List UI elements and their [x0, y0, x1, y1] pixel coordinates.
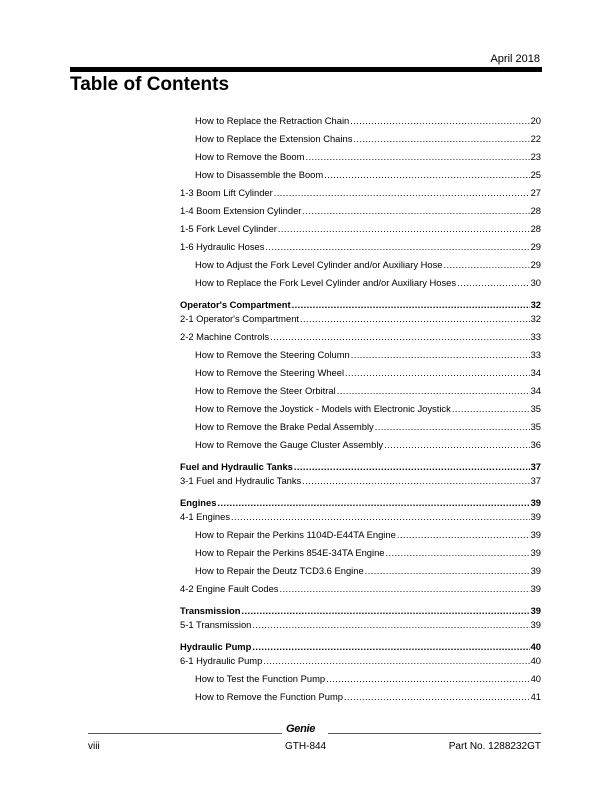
dot-leader	[263, 652, 529, 670]
toc-entry[interactable]	[180, 112, 541, 130]
dot-leader	[350, 112, 529, 130]
model-number: GTH-844	[285, 741, 327, 752]
toc-entry-page: 30	[530, 277, 541, 288]
toc-entry-page: 33	[530, 331, 541, 342]
dot-leader	[252, 616, 529, 634]
toc-entry-page: 29	[530, 259, 541, 270]
toc-entry[interactable]	[180, 166, 541, 184]
dot-leader	[353, 130, 529, 148]
toc-entry-label: How to Remove the Steering Column	[195, 349, 350, 360]
toc-entry-page: 40	[530, 673, 541, 684]
header-rule	[70, 67, 542, 72]
toc-entry[interactable]	[180, 544, 541, 562]
toc-entry[interactable]	[180, 616, 541, 634]
genie-logo	[286, 723, 315, 735]
dot-leader	[326, 670, 529, 688]
toc-entry-label: 1-6 Hydraulic Hoses	[180, 241, 265, 252]
toc-entry[interactable]	[180, 310, 541, 328]
footer-rule-right	[328, 733, 541, 734]
toc-entry-label: 1-3 Boom Lift Cylinder	[180, 187, 273, 198]
toc-entry-label: How to Remove the Function Pump	[195, 691, 343, 702]
toc-entry[interactable]	[180, 418, 541, 436]
footer-rule-left	[88, 733, 282, 734]
toc-entry-label: 1-4 Boom Extension Cylinder	[180, 205, 302, 216]
toc-entry-label: Transmission	[180, 605, 241, 616]
table-of-contents	[180, 112, 541, 706]
toc-entry-label: How to Test the Function Pump	[195, 673, 326, 684]
toc-entry-label: How to Remove the Gauge Cluster Assembly	[195, 439, 384, 450]
dot-leader	[344, 688, 530, 706]
dot-leader	[452, 400, 530, 418]
toc-entry-label: How to Repair the Deutz TCD3.6 Engine	[195, 565, 364, 576]
toc-entry[interactable]	[180, 670, 541, 688]
toc-entry[interactable]	[180, 328, 541, 346]
toc-entry-label: 3-1 Fuel and Hydraulic Tanks	[180, 475, 302, 486]
toc-entry-label: How to Remove the Steering Wheel	[195, 367, 345, 378]
dot-leader	[278, 220, 530, 238]
toc-entry[interactable]	[180, 346, 541, 364]
toc-entry-page: 25	[530, 169, 541, 180]
dot-leader	[280, 580, 530, 598]
toc-entry-label: Engines	[180, 497, 217, 508]
toc-entry[interactable]	[180, 652, 541, 670]
dot-leader	[444, 256, 530, 274]
document-date: April 2018	[490, 53, 540, 65]
toc-entry-label: How to Replace the Retraction Chain	[195, 115, 350, 126]
dot-leader	[345, 364, 530, 382]
toc-entry[interactable]	[180, 220, 541, 238]
page-title: Table of Contents	[70, 74, 230, 95]
toc-entry[interactable]	[180, 400, 541, 418]
dot-leader	[265, 238, 529, 256]
toc-entry-page: 34	[530, 367, 541, 378]
toc-entry-label: 4-1 Engines	[180, 511, 231, 522]
toc-entry-page: 39	[530, 565, 541, 576]
toc-entry-label: 2-2 Machine Controls	[180, 331, 270, 342]
toc-entry[interactable]	[180, 130, 541, 148]
toc-entry[interactable]	[180, 562, 541, 580]
toc-entry-label: 6-1 Hydraulic Pump	[180, 655, 263, 666]
toc-entry-page: 28	[530, 205, 541, 216]
toc-entry-page: 37	[530, 475, 541, 486]
toc-entry-page: 40	[530, 641, 541, 652]
dot-leader	[270, 328, 529, 346]
part-number: Part No. 1288232GT	[448, 741, 541, 752]
toc-entry-page: 41	[530, 691, 541, 702]
toc-entry[interactable]	[180, 436, 541, 454]
toc-entry-label: How to Repair the Perkins 1104D-E44TA Engine	[195, 529, 396, 540]
dot-leader	[337, 382, 530, 400]
toc-entry[interactable]	[180, 580, 541, 598]
toc-entry[interactable]	[180, 148, 541, 166]
toc-entry-label: How to Replace the Fork Level Cylinder and/or Auxiliary Hoses	[195, 277, 457, 288]
dot-leader	[305, 148, 529, 166]
toc-entry-label: How to Replace the Extension Chains	[195, 133, 353, 144]
toc-entry[interactable]	[180, 472, 541, 490]
toc-entry-page: 39	[530, 605, 541, 616]
dot-leader	[351, 346, 530, 364]
toc-entry-label: How to Remove the Joystick - Models with Electronic Joystick	[195, 403, 451, 414]
toc-entry[interactable]	[180, 382, 541, 400]
toc-entry-page: 28	[530, 223, 541, 234]
toc-entry-page: 39	[530, 529, 541, 540]
toc-entry-page: 22	[530, 133, 541, 144]
dot-leader	[300, 310, 530, 328]
toc-entry-label: 5-1 Transmission	[180, 619, 252, 630]
toc-entry-label: How to Remove the Steer Orbitral	[195, 385, 336, 396]
toc-entry[interactable]	[180, 688, 541, 706]
toc-entry[interactable]	[180, 274, 541, 292]
toc-entry-label: How to Remove the Boom	[195, 151, 305, 162]
toc-entry-page: 34	[530, 385, 541, 396]
toc-entry-page: 32	[530, 299, 541, 310]
dot-leader	[231, 508, 530, 526]
toc-entry[interactable]	[180, 256, 541, 274]
toc-entry-page: 39	[530, 497, 541, 508]
dot-leader	[457, 274, 530, 292]
toc-entry-page: 36	[530, 439, 541, 450]
dot-leader	[397, 526, 530, 544]
toc-entry-page: 32	[530, 313, 541, 324]
toc-entry-page: 37	[530, 461, 541, 472]
toc-entry-page: 29	[530, 241, 541, 252]
toc-entry-label: Fuel and Hydraulic Tanks	[180, 461, 293, 472]
toc-entry-page: 20	[530, 115, 541, 126]
toc-entry[interactable]	[180, 526, 541, 544]
dot-leader	[384, 436, 529, 454]
toc-entry[interactable]	[180, 508, 541, 526]
toc-entry-label: 2-1 Operator's Compartment	[180, 313, 300, 324]
logo-text: Genie	[286, 723, 316, 735]
toc-entry-page: 23	[530, 151, 541, 162]
dot-leader	[375, 418, 530, 436]
dot-leader	[274, 184, 530, 202]
toc-entry-label: How to Remove the Brake Pedal Assembly	[195, 421, 374, 432]
toc-entry-page: 39	[530, 583, 541, 594]
toc-entry[interactable]	[180, 184, 541, 202]
dot-leader	[386, 544, 530, 562]
toc-entry-page: 27	[530, 187, 541, 198]
dot-leader	[302, 202, 529, 220]
toc-entry-page: 35	[530, 421, 541, 432]
toc-entry[interactable]	[180, 202, 541, 220]
toc-entry-page: 39	[530, 547, 541, 558]
page-number: viii	[88, 741, 100, 752]
toc-entry-label: Hydraulic Pump	[180, 641, 252, 652]
dot-leader	[365, 562, 530, 580]
toc-entry-label: How to Adjust the Fork Level Cylinder and/or Auxiliary Hose	[195, 259, 443, 270]
toc-entry-page: 35	[530, 403, 541, 414]
toc-entry-page: 39	[530, 511, 541, 522]
dot-leader	[324, 166, 529, 184]
toc-entry-label: 1-5 Fork Level Cylinder	[180, 223, 277, 234]
toc-entry-label: 4-2 Engine Fault Codes	[180, 583, 279, 594]
toc-entry-label: How to Disassemble the Boom	[195, 169, 324, 180]
toc-entry[interactable]	[180, 364, 541, 382]
toc-entry[interactable]	[180, 238, 541, 256]
toc-entry-label: How to Repair the Perkins 854E-34TA Engine	[195, 547, 385, 558]
dot-leader	[302, 472, 529, 490]
toc-entry-page: 40	[530, 655, 541, 666]
toc-entry-label: Operator's Compartment	[180, 299, 291, 310]
toc-entry-page: 39	[530, 619, 541, 630]
toc-entry-page: 33	[530, 349, 541, 360]
